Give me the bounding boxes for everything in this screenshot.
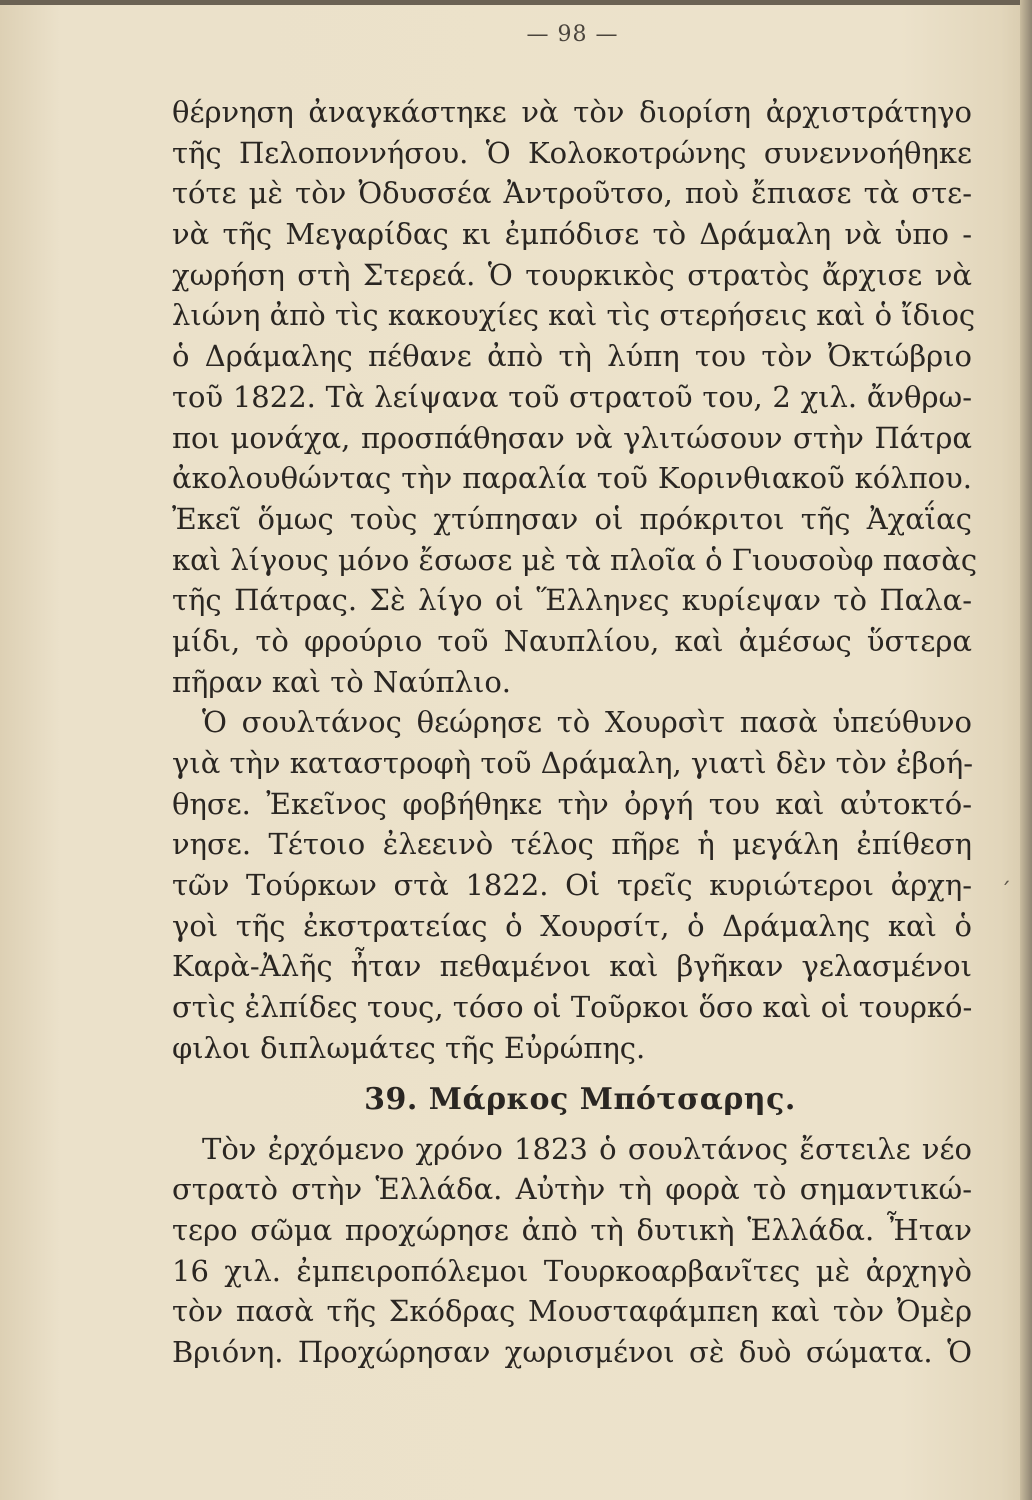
text-line: ὁ Δράμαλης πέθανε ἀπὸ τὴ λύπη του τὸν Ὀκτώβριο xyxy=(172,339,972,374)
text-line: καὶ λίγους μόνο ἔσωσε μὲ τὰ πλοῖα ὁ Γιουσοὺφ πασὰς xyxy=(172,542,978,577)
text-line: Βριόνη. Προχώρησαν χωρισμένοι σὲ δυὸ σώματα. Ὁ xyxy=(172,1334,972,1369)
text-line: νησε. Τέτοιο ἐλεεινὸ τέλος πῆρε ἡ μεγάλη ἐπίθεση xyxy=(172,827,972,862)
section-heading: 39. Μάρκος Μπότσαρης. xyxy=(364,1081,796,1117)
paragraph-1 xyxy=(172,92,978,702)
text-line: στρατὸ στὴν Ἑλλάδα. Αὐτὴν τὴ φορὰ τὸ σημαντικώ- xyxy=(172,1172,972,1207)
text-line: ποι μονάχα, προσπάθησαν νὰ γλιτώσουν στὴν Πάτρα xyxy=(172,420,972,455)
text-line: γοὶ τῆς ἐκστρατείας ὁ Χουρσίτ, ὁ Δράμαλης καὶ ὁ xyxy=(172,908,972,943)
text-line: γιὰ τὴν καταστροφὴ τοῦ Δράμαλη, γιατὶ δὲν τὸν ἐβοή- xyxy=(172,746,973,780)
text-line: ἀκολουθώντας τὴν παραλία τοῦ Κορινθιακοῦ κόλπου. xyxy=(172,461,972,496)
scan-right-edge xyxy=(1020,0,1032,1500)
stray-ink-mark: ´ xyxy=(1000,880,1011,905)
text-line: θησε. Ἐκεῖνος φοβήθηκε τὴν ὀργή του καὶ αὐτοκτό- xyxy=(172,786,972,821)
text-line: τῆς Πελοποννήσου. Ὁ Κολοκοτρώνης συνεννοήθηκε xyxy=(172,135,972,170)
text-line: λιώνη ἀπὸ τὶς κακουχίες καὶ τὶς στερήσεις καὶ ὁ ἴδιος xyxy=(172,298,976,333)
text-line: νὰ τῆς Μεγαρίδας κι ἐμπόδισε τὸ Δράμαλη νὰ ὑπο - xyxy=(172,217,972,252)
text-line: τῆς Πάτρας. Σὲ λίγο οἱ Ἕλληνες κυρίεψαν τὸ Παλα- xyxy=(172,583,972,618)
text-line: τῶν Τούρκων στὰ 1822. Οἱ τρεῖς κυριώτεροι ἀρχη- xyxy=(172,868,972,903)
scan-top-border xyxy=(0,0,1032,5)
text-line: τερο σῶμα προχώρησε ἀπὸ τὴ δυτικὴ Ἑλλάδα. Ἦταν xyxy=(172,1212,972,1247)
text-line: Ὁ σουλτάνος θεώρησε τὸ Χουρσὶτ πασὰ ὑπεύθυνο xyxy=(202,705,972,740)
text-line: τὸν πασὰ τῆς Σκόδρας Μουσταφάμπεη καὶ τὸν Ὀμὲρ xyxy=(172,1294,972,1329)
paragraph-2 xyxy=(172,702,972,1068)
text-line: στὶς ἐλπίδες τους, τόσο οἱ Τοῦρκοι ὅσο καὶ οἱ τουρκό- xyxy=(172,990,973,1025)
paragraph-3 xyxy=(172,1129,972,1373)
body-text xyxy=(172,92,978,1373)
page-number: — 98 — xyxy=(526,22,619,47)
text-line: τοῦ 1822. Τὰ λείψανα τοῦ στρατοῦ του, 2 χιλ. ἄνθρω- xyxy=(172,379,972,414)
text-line: θέρνηση ἀναγκάστηκε νὰ τὸν διορίση ἀρχιστράτηγο xyxy=(172,95,972,129)
text-line: τότε μὲ τὸν Ὀδυσσέα Ἀντροῦτσο, ποὺ ἔπιασε τὰ στε- xyxy=(172,176,972,211)
text-line: μίδι, τὸ φρούριο τοῦ Ναυπλίου, καὶ ἀμέσως ὕστερα xyxy=(172,623,972,658)
text-line: 16 χιλ. ἐμπειροπόλεμοι Τουρκοαρβανῖτες μὲ ἀρχηγὸ xyxy=(172,1253,972,1288)
text-line: Ἐκεῖ ὅμως τοὺς χτύπησαν οἱ πρόκριτοι τῆς Ἀχαΐας xyxy=(172,501,972,536)
text-line: Καρὰ-Ἀλῆς ἦταν πεθαμένοι καὶ βγῆκαν γελασμένοι xyxy=(172,949,972,984)
text-line: φιλοι διπλωμάτες τῆς Εὐρώπης. xyxy=(172,1030,646,1065)
text-line: πῆραν καὶ τὸ Ναύπλιο. xyxy=(172,664,512,699)
text-line: Τὸν ἐρχόμενο χρόνο 1823 ὁ σουλτάνος ἔστειλε νέο xyxy=(202,1131,972,1166)
text-line: χωρήση στὴ Στερεά. Ὁ τουρκικὸς στρατὸς ἄρχισε νὰ xyxy=(172,257,972,292)
